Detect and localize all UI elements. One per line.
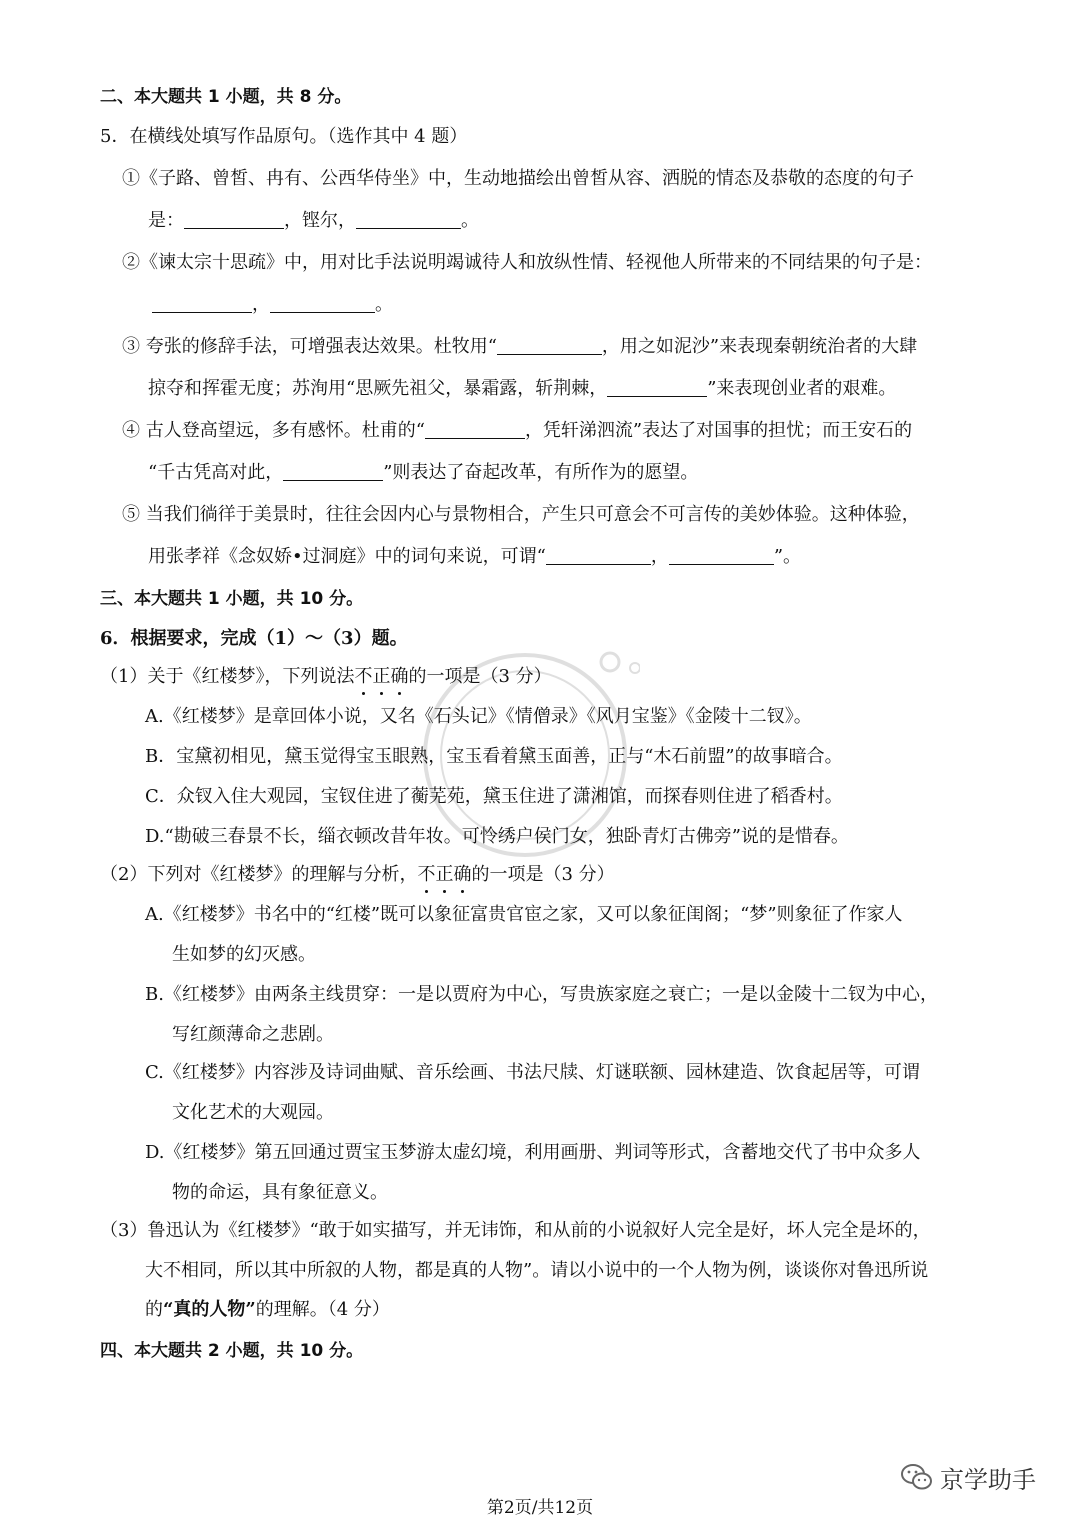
- q6-p2-option-b-cont: 写红颜薄命之悲剧。: [172, 1024, 334, 1045]
- q5-item-1-line-2: [148, 208, 479, 234]
- emphasis-char: 正: [435, 864, 453, 885]
- q6-part-3-line-3: [145, 1297, 390, 1323]
- q6-p1-option-a[interactable]: A.《红楼梦》是章回体小说，又名《石头记》《情僧录》《风月宝鉴》《金陵十二钗》。: [145, 706, 812, 727]
- q6-part-3-text-c: 的理解。（4 分）: [255, 1299, 390, 1320]
- q5-item-5-comma: ，: [650, 546, 669, 567]
- emphasis-char: 不: [417, 864, 435, 885]
- q5-item-5-end: ”。: [773, 546, 802, 567]
- q6-part-2-stem-a: （2）下列对《红楼梦》的理解与分析，: [100, 864, 418, 885]
- answer-blank[interactable]: [152, 294, 252, 313]
- q6-p2-option-a[interactable]: A.《红楼梦》书名中的“红楼”既可以象征富贵官宦之家，又可以象征闺阁；“梦”则象征了作家人: [145, 904, 903, 925]
- answer-blank[interactable]: [283, 462, 383, 481]
- q6-part-2-stem: [100, 862, 615, 888]
- q6-part-3-emphasis: “真的人物”: [163, 1299, 256, 1320]
- question-6-title: 6．根据要求，完成（1）～（3）题。: [100, 628, 408, 649]
- q5-item-5-text-a: 用张孝祥《念奴娇•过洞庭》中的词句来说，可谓“: [148, 546, 546, 567]
- q6-part-3-line-2: 大不相同，所以其中所叙的人物，都是真的人物”。请以小说中的一个人物为例，谈谈你对鲁迅所说: [145, 1260, 929, 1281]
- q5-item-3-text-d: ”来表现创业者的艰难。: [707, 378, 897, 399]
- q6-p2-option-a-cont: 生如梦的幻灭感。: [172, 944, 316, 965]
- q6-part-1-stem-b: 的一项是（3 分）: [408, 666, 552, 687]
- q5-item-2-comma: ，: [252, 294, 270, 315]
- answer-blank[interactable]: [497, 336, 602, 355]
- q5-item-1-prefix: 是：: [148, 210, 184, 231]
- answer-blank[interactable]: [607, 378, 707, 397]
- q5-item-3-line-2: [148, 376, 896, 402]
- q5-item-5-line-2: [148, 544, 801, 570]
- q5-item-3-text-a: ③ 夸张的修辞手法，可增强表达效果。杜牧用“: [122, 336, 497, 357]
- q6-part-3-text-a: 的: [145, 1299, 163, 1320]
- question-5-title: 5．在横线处填写作品原句。（选作其中 4 题）: [100, 126, 468, 147]
- q5-item-4-text-c: “千古凭高对此，: [148, 462, 284, 483]
- q5-item-2-line-1: ②《谏太宗十思疏》中，用对比手法说明竭诚待人和放纵性情、轻视他人所带来的不同结果的句子是：: [122, 252, 932, 273]
- brand-name: 京学助手: [940, 1465, 1036, 1494]
- q6-part-2-stem-b: 的一项是（3 分）: [471, 864, 615, 885]
- answer-blank[interactable]: [669, 546, 774, 565]
- section-2-heading: 二、本大题共 1 小题，共 8 分。: [100, 87, 352, 107]
- q5-item-1-line-1: ①《子路、曾皙、冉有、公西华侍坐》中，生动地描绘出曾皙从容、洒脱的情态及恭敬的态度的句子: [122, 168, 914, 189]
- q5-item-3-line-1: [122, 334, 917, 360]
- q5-item-4-text-b: ，凭轩涕泗流”表达了对国事的担忧；而王安石的: [524, 420, 913, 441]
- q6-p2-option-c-cont: 文化艺术的大观园。: [172, 1102, 334, 1123]
- emphasis-char: 确: [390, 666, 408, 687]
- answer-blank[interactable]: [270, 294, 375, 313]
- emphasis-char: 确: [453, 864, 471, 885]
- answer-blank[interactable]: [184, 210, 284, 229]
- q6-p1-option-b[interactable]: B．宝黛初相见，黛玉觉得宝玉眼熟，宝玉看着黛玉面善，正与“木石前盟”的故事暗合。: [145, 746, 843, 767]
- emphasis-char: 不: [354, 666, 372, 687]
- q5-item-1-end: 。: [461, 210, 479, 231]
- q5-item-2-end: 。: [375, 294, 393, 315]
- q6-p1-option-d[interactable]: D.“勘破三春景不长，缁衣顿改昔年妆。可怜绣户侯门女，独卧青灯古佛旁”说的是惜春。: [145, 826, 849, 847]
- q6-p2-option-d-cont: 物的命运，具有象征意义。: [172, 1182, 388, 1203]
- q5-item-5-line-1: ⑤ 当我们徜徉于美景时，往往会因内心与景物相合，产生只可意会不可言传的美妙体验。这种体验，: [122, 504, 920, 525]
- q6-part-1-stem-a: （1）关于《红楼梦》，下列说法: [100, 666, 355, 687]
- q6-p2-option-c[interactable]: C.《红楼梦》内容涉及诗词曲赋、音乐绘画、书法尺牍、灯谜联额、园林建造、饮食起居等，可谓: [145, 1062, 920, 1083]
- q5-item-2-line-2: [152, 292, 393, 318]
- section-3-heading: 三、本大题共 1 小题，共 10 分。: [100, 589, 364, 609]
- q5-item-4-line-2: [148, 460, 698, 486]
- q6-p2-option-d[interactable]: D.《红楼梦》第五回通过贾宝玉梦游太虚幻境，利用画册、判词等形式，含蓄地交代了书中众多人: [145, 1142, 921, 1163]
- q5-item-4-line-1: [122, 418, 912, 444]
- page-number: 第2页/共12页: [486, 1498, 594, 1518]
- q5-item-3-text-c: 掠夺和挥霍无度；苏洵用“思厥先祖父，暴霜露，斩荆棘，: [148, 378, 608, 399]
- q6-part-1-stem: [100, 664, 552, 690]
- answer-blank[interactable]: [546, 546, 651, 565]
- brand-mark: [900, 1460, 1036, 1494]
- q5-item-4-text-d: ”则表达了奋起改革，有所作为的愿望。: [383, 462, 699, 483]
- q5-item-4-text-a: ④ 古人登高望远，多有感怀。杜甫的“: [122, 420, 425, 441]
- q5-item-1-middle: ，铿尔，: [284, 210, 356, 231]
- q5-item-3-text-b: ，用之如泥沙”来表现秦朝统治者的大肆: [601, 336, 918, 357]
- answer-blank[interactable]: [425, 420, 525, 439]
- q6-p2-option-b[interactable]: B.《红楼梦》由两条主线贯穿：一是以贾府为中心，写贵族家庭之衰亡；一是以金陵十二钗为中心，: [145, 984, 938, 1005]
- q6-part-3-line-1: （3）鲁迅认为《红楼梦》“敢于如实描写，并无讳饰，和从前的小说叙好人完全是好，坏人完全是坏的，: [100, 1220, 931, 1241]
- section-4-heading: 四、本大题共 2 小题，共 10 分。: [100, 1341, 364, 1361]
- emphasis-char: 正: [372, 666, 390, 687]
- q6-p1-option-c[interactable]: C．众钗入住大观园，宝钗住进了蘅芜苑，黛玉住进了潇湘馆，而探春则住进了稻香村。: [145, 786, 843, 807]
- wechat-icon: [900, 1462, 934, 1492]
- answer-blank[interactable]: [356, 210, 461, 229]
